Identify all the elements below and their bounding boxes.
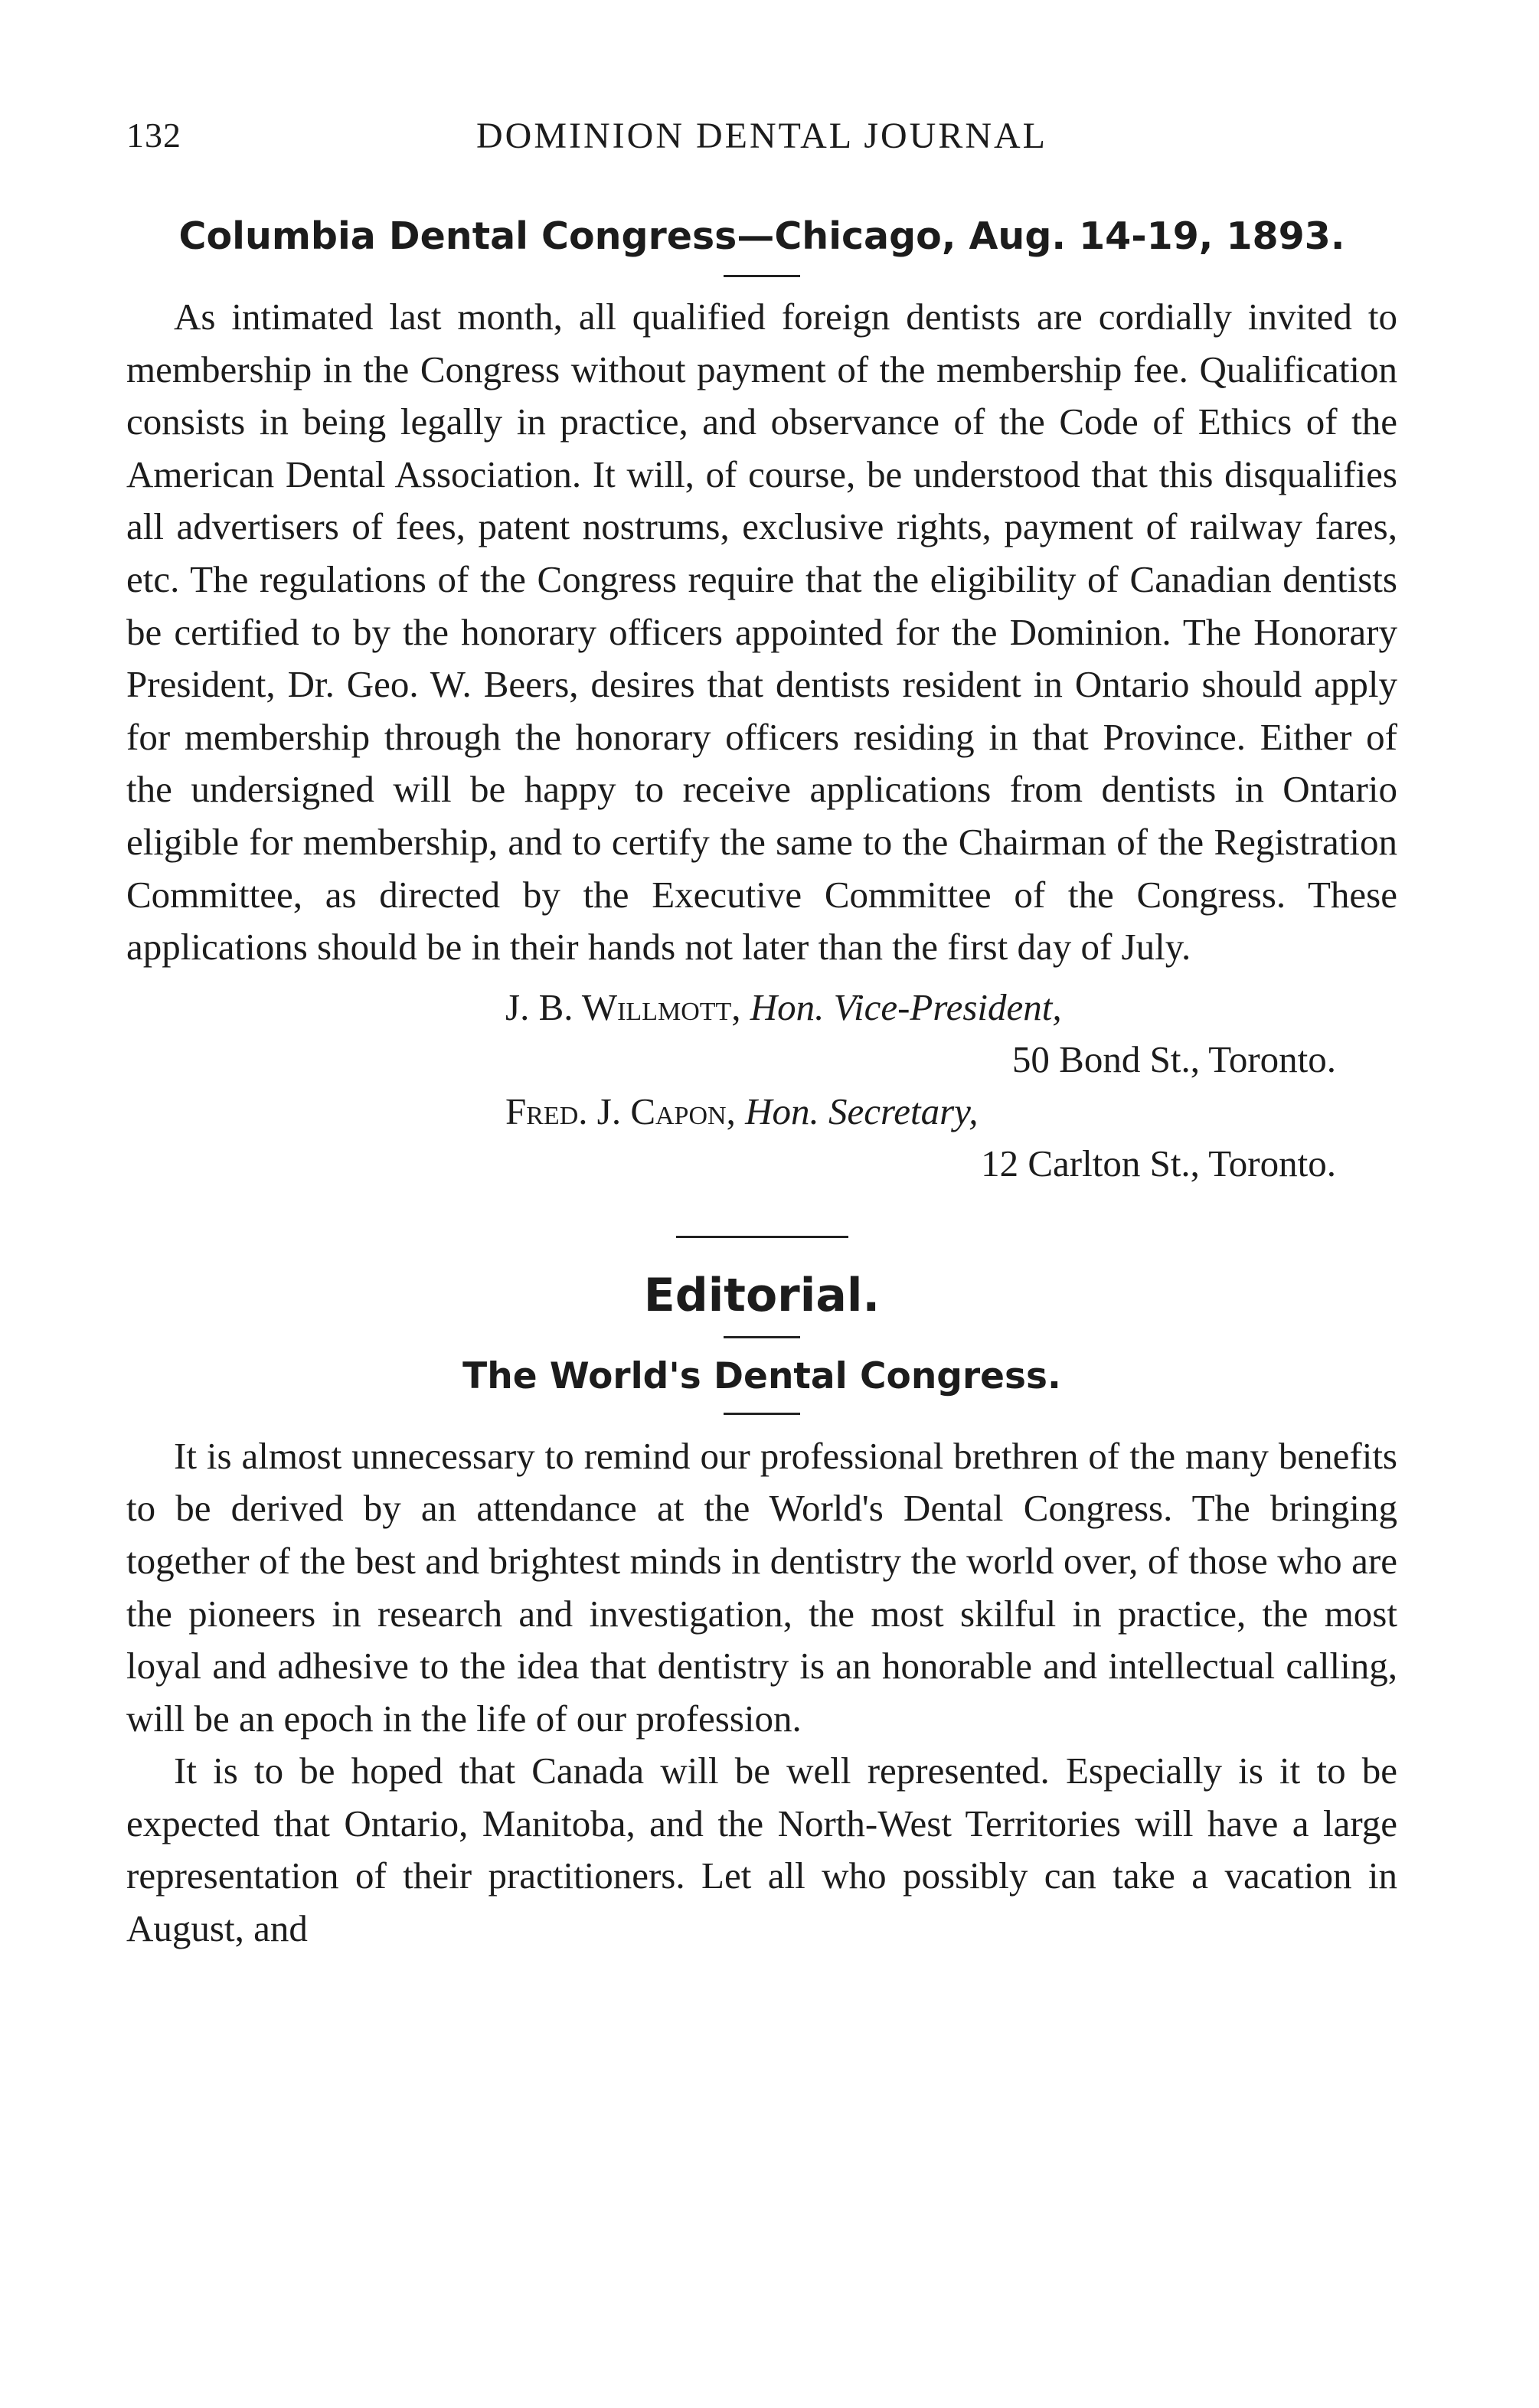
signatory-role: Hon. Secretary,	[745, 1090, 979, 1132]
divider	[724, 1413, 800, 1415]
page-number: 132	[126, 116, 181, 155]
divider	[724, 1336, 800, 1338]
editorial-section	[126, 1269, 1397, 1955]
editorial-subheading: The World's Dental Congress.	[462, 1354, 1061, 1397]
editorial-paragraph: It is almost unnecessary to remind our professional brethren of the many benefits to be derived by an attendance at the World's Dental Congress. The bringing together of the best and brightest minds in dentistry the world over, of those who are the pioneers in research and investigation, the most skilful in practice, the most loyal and adhesive to the idea that dentistry is an honorable and intellectual calling, will be an epoch in the life of our profession.	[126, 1434, 1397, 1740]
signatory	[126, 982, 1397, 1086]
signatory	[126, 1086, 1397, 1190]
notice-title: Columbia Dental Congress—Chicago, Aug. 14-19, 1893.	[178, 214, 1345, 258]
signatory-name: Fred. J. Capon,	[505, 1090, 736, 1132]
signatory-address: 50 Bond St., Toronto.	[1011, 1037, 1336, 1080]
running-head	[126, 115, 1397, 176]
editorial-paragraph: It is to be hoped that Canada will be well represented. Especially is it to be expected that Ontario, Manitoba, and the North-West Territories will have a large representation of their practitioners. Let all who possibly can take a vacation in August, and	[126, 1750, 1397, 1950]
signatures	[126, 982, 1397, 1190]
section-divider	[676, 1236, 848, 1238]
editorial-heading: Editorial.	[643, 1268, 881, 1322]
notice-paragraph: As intimated last month, all qualified foreign dentists are cordially invited to membership in the Congress without payment of the membership fee. Qualification consists in being legally in practice, and observance of the Code of Ethics of the American Dental Association. It will, of course, be understood that this disqualifies all advertisers of fees, patent nostrums, exclusive rights, payment of railway fares, etc. The regulations of the Congress require that the eligibility of Canadian dentists be certified to by the honorary officers appointed for the Dominion. The Honorary President, Dr. Geo. W. Beers, desires that dentists resident in Ontario should apply for membership through the honorary officers residing in that Province. Either of the undersigned will be happy to receive applications from dentists in Ontario eligible for membership, and to certify the same to the Chairman of the Registration Committee, as directed by the Executive Committee of the Congress. These applications should be in their hands not later than the first day of July.	[126, 296, 1397, 969]
journal-page	[126, 115, 1397, 1955]
signatory-name: J. B. Willmott,	[505, 985, 741, 1028]
congress-notice	[126, 214, 1397, 1190]
journal-title: DOMINION DENTAL JOURNAL	[476, 116, 1047, 156]
divider	[724, 275, 800, 277]
signatory-address: 12 Carlton St., Toronto.	[981, 1142, 1336, 1184]
signatory-role: Hon. Vice-President,	[750, 985, 1062, 1028]
